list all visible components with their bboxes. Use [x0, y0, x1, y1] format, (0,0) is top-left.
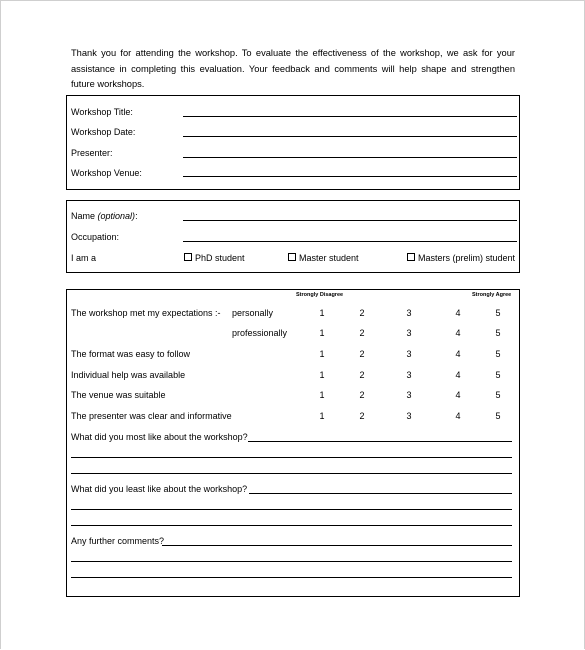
q2-label: The format was easy to follow	[71, 349, 191, 359]
rating-2[interactable]: 2	[359, 328, 365, 338]
evaluation-box	[66, 289, 520, 597]
rating-4[interactable]: 4	[455, 390, 461, 400]
rating-4[interactable]: 4	[455, 411, 461, 421]
workshop-venue-field[interactable]	[183, 176, 517, 177]
least-like-label: What did you least like about the workshop?	[71, 484, 248, 494]
rating-5[interactable]: 5	[495, 370, 501, 380]
rating-2[interactable]: 2	[359, 411, 365, 421]
comments-field[interactable]	[162, 545, 512, 546]
rating-4[interactable]: 4	[455, 308, 461, 318]
checkbox[interactable]	[184, 253, 192, 261]
name-label: Name (optional):	[71, 211, 138, 221]
q4-label: The venue was suitable	[71, 390, 166, 400]
rating-2[interactable]: 2	[359, 390, 365, 400]
rating-1[interactable]: 1	[319, 349, 325, 359]
name-field[interactable]	[183, 220, 517, 221]
scale-high-label: Strongly Agree	[472, 292, 512, 298]
rating-3[interactable]: 3	[406, 328, 412, 338]
q5-label: The presenter was clear and informative	[71, 411, 232, 421]
rating-1[interactable]: 1	[319, 411, 325, 421]
presenter-label: Presenter:	[71, 148, 113, 158]
q1-sub-professionally: professionally	[232, 328, 288, 338]
rating-3[interactable]: 3	[406, 370, 412, 380]
rating-1[interactable]: 1	[319, 390, 325, 400]
rating-1[interactable]: 1	[319, 370, 325, 380]
least-like-field[interactable]	[249, 493, 512, 494]
occupation-label: Occupation:	[71, 232, 120, 242]
rating-4[interactable]: 4	[455, 349, 461, 359]
workshop-details-box	[66, 95, 520, 190]
rating-2[interactable]: 2	[359, 308, 365, 318]
comments-label: Any further comments?	[71, 536, 165, 546]
option-phd-student[interactable]: PhD student	[184, 253, 245, 263]
comments-field[interactable]	[71, 577, 512, 578]
rating-3[interactable]: 3	[406, 308, 412, 318]
rating-4[interactable]: 4	[455, 370, 461, 380]
workshop-title-label: Workshop Title:	[71, 107, 133, 117]
rating-2[interactable]: 2	[359, 349, 365, 359]
rating-5[interactable]: 5	[495, 349, 501, 359]
option-masters-prelim-student[interactable]: Masters (prelim) student	[407, 253, 515, 263]
checkbox[interactable]	[407, 253, 415, 261]
rating-1[interactable]: 1	[319, 328, 325, 338]
least-like-field[interactable]	[71, 525, 512, 526]
rating-1[interactable]: 1	[319, 308, 325, 318]
q3-label: Individual help was available	[71, 370, 186, 380]
rating-4[interactable]: 4	[455, 328, 461, 338]
rating-3[interactable]: 3	[406, 411, 412, 421]
most-like-field[interactable]	[71, 457, 512, 458]
occupation-field[interactable]	[183, 241, 517, 242]
most-like-field[interactable]	[71, 473, 512, 474]
most-like-field[interactable]	[248, 441, 512, 442]
i-am-a-label: I am a	[71, 253, 97, 263]
workshop-title-field[interactable]	[183, 116, 517, 117]
workshop-date-label: Workshop Date:	[71, 127, 136, 137]
rating-5[interactable]: 5	[495, 390, 501, 400]
rating-3[interactable]: 3	[406, 390, 412, 400]
q1-label: The workshop met my expectations :-	[71, 308, 221, 318]
participant-box	[66, 200, 520, 273]
rating-5[interactable]: 5	[495, 308, 501, 318]
comments-field[interactable]	[71, 561, 512, 562]
rating-3[interactable]: 3	[406, 349, 412, 359]
q1-sub-personally: personally	[232, 308, 274, 318]
option-master-student[interactable]: Master student	[288, 253, 359, 263]
intro-text: Thank you for attending the workshop. To evaluate the effectiveness of the workshop, we ask for your assistance in completing this evaluation. Your feedback and comments will help shape and strengthen future workshops.	[71, 48, 515, 89]
rating-5[interactable]: 5	[495, 411, 501, 421]
least-like-field[interactable]	[71, 509, 512, 510]
rating-5[interactable]: 5	[495, 328, 501, 338]
workshop-date-field[interactable]	[183, 136, 517, 137]
rating-2[interactable]: 2	[359, 370, 365, 380]
presenter-field[interactable]	[183, 157, 517, 158]
checkbox[interactable]	[288, 253, 296, 261]
workshop-venue-label: Workshop Venue:	[71, 168, 142, 178]
scale-low-label: Strongly Disagree	[296, 292, 344, 298]
most-like-label: What did you most like about the workshop?	[71, 432, 248, 442]
